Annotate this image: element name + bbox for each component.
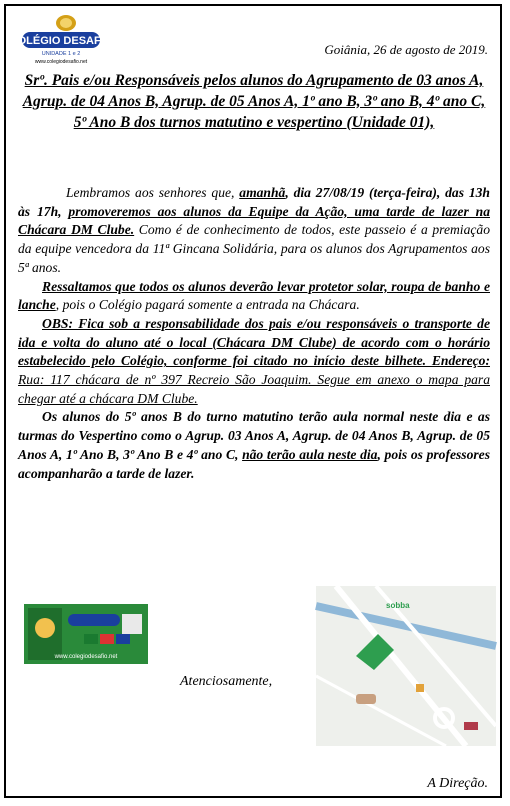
gincana-promo-banner — [24, 604, 148, 664]
letter-heading: Srº. Pais e/ou Responsáveis pelos alunos do Agrupamento de 03 anos A, Agrup. de 04 Anos B, Agrup. de 05 Anos A, 1º ano B, 3º ano B, 4º ano C, 5º Ano B dos turnos matutino e vespertino (Unidade 01), — [22, 72, 486, 131]
p1-event: promoveremos aos alunos da Equipe da Ação, uma tarde de lazer na Chácara DM Clube. — [18, 203, 490, 238]
p1-date: , dia 27/08/19 (terça-feira), das 13h às 17h, — [18, 185, 490, 219]
logo-text: COLÉGIO DESAFIO — [9, 35, 113, 47]
logo-url: www.colegiodesafio.net — [34, 59, 88, 65]
p1-text: Lembramos aos senhores que, — [66, 185, 240, 200]
p2-entrance: , pois o Colégio pagará somente a entrada na Chácara. — [55, 297, 360, 313]
p3-obs: OBS: Fica sob a responsabilidade dos pais e/ou responsáveis o transporte de ida e volta do aluno até o local (Chácara DM Clube) de acordo com o horário estabelecido pelo Colégio, conforme foi citado no início deste bilhete. Endereço: — [18, 315, 490, 369]
promo-site: www.colegiodesafio.net — [54, 654, 118, 660]
signature: A Direção. — [427, 776, 488, 791]
school-logo — [9, 14, 113, 66]
p4-classes: Os alunos do 5º anos B do turno matutino terão aula normal neste dia e as turmas do Vespertino como o Agrup. 03 Anos A, Agrup. de 04 Anos B, Agrup. de 05 Anos A, 1º Ano B, 3º Ano B e 4º ano C, — [18, 409, 490, 462]
paragraph-items — [18, 278, 490, 315]
paragraph-reminder — [18, 184, 490, 278]
document-page — [4, 4, 502, 798]
p3-address: Rua: 117 chácara de nº 397 Recreio São Joaquim. Segue em anexo o mapa para chegar até a chácara DM Clube. — [18, 372, 490, 406]
p1-emphasis-amanha: amanhã — [239, 185, 286, 200]
document-date: Goiânia, 26 de agosto de 2019. — [324, 42, 488, 57]
p2-items: Ressaltamos que todos os alunos deverão levar protetor solar, roupa de banho e lanche — [18, 278, 490, 313]
logo-subtitle: UNIDADE 1 e 2 — [41, 51, 81, 57]
map-label: sobba — [386, 601, 410, 610]
location-map — [316, 586, 496, 746]
p4-no-class: não terão aula neste dia — [242, 446, 378, 462]
paragraph-classes — [18, 408, 490, 483]
closing-text: Atenciosamente, — [180, 674, 273, 689]
letter-body — [18, 184, 490, 483]
p4-teachers: , pois os professores acompanharão a tarde de lazer. — [18, 446, 490, 481]
paragraph-obs — [18, 315, 490, 409]
p1-details: Como é de conhecimento de todos, este passeio é a premiação da equipe vencedora da 11ª Gincana Solidária, para os alunos dos Agrupamentos aos 5ª anos. — [18, 222, 491, 275]
